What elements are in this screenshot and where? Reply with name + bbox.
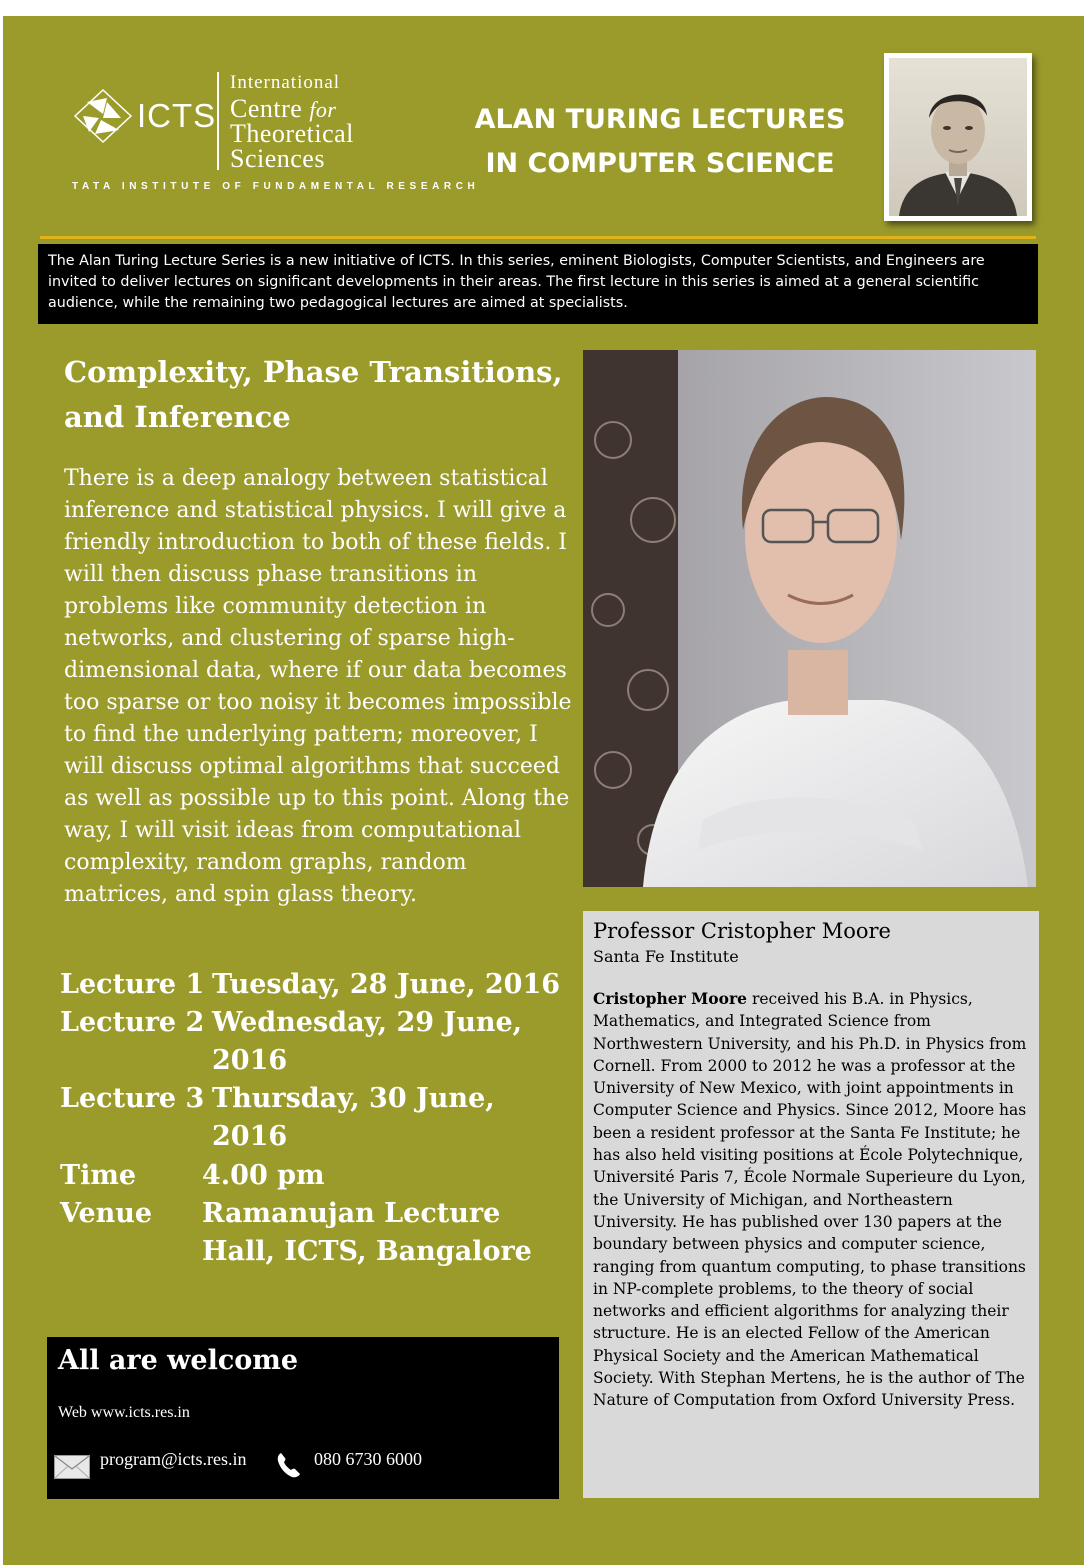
logo-divider (217, 72, 219, 170)
lecture-row (60, 1080, 567, 1156)
speaker-institute: Santa Fe Institute (593, 947, 739, 966)
talk-abstract: There is a deep analogy between statistical inference and statistical physics. I will give a friendly introduction to both of these fields. I will then discuss phase transitions in problems like community detection in networks, and clustering of sparse high-dimensional data, where if our data becomes too sparse or too noisy it becomes impossible to find the underlying pattern; moreover, I will discuss optimal algorithms that succeed as well as possible up to this point. Along the way, I will visit ideas from computational complexity, random graphs, random matrices, and spin glass theory. (64, 466, 572, 907)
affiliation-text: TATA INSTITUTE OF FUNDAMENTAL RESEARCH (72, 181, 480, 192)
logo-line-theoretical: Theoretical (230, 119, 354, 148)
venue-row (60, 1195, 572, 1271)
lecture-label: Lecture 3 (60, 1083, 205, 1114)
lecture-row (60, 1004, 567, 1080)
series-title-line1: ALAN TURING LECTURES (474, 104, 846, 135)
logistics (60, 1157, 572, 1271)
speaker-photo (583, 350, 1036, 887)
speaker-name: Professor Cristopher Moore (593, 919, 891, 943)
welcome-heading: All are welcome (58, 1345, 299, 1376)
turing-portrait-frame (884, 53, 1032, 221)
speaker-bio-panel (583, 911, 1039, 1498)
lecture-label: Lecture 1 (60, 969, 205, 1000)
logo-line-sciences: Sciences (230, 144, 325, 173)
time-row (60, 1157, 572, 1195)
logo-for-word: for (309, 97, 337, 122)
series-title-line2: IN COMPUTER SCIENCE (485, 148, 835, 179)
lecture-date: Tuesday, 28 June, 2016 (212, 969, 561, 1000)
lecture-row (60, 966, 567, 1004)
lecture-schedule (60, 966, 567, 1156)
lecture-label: Lecture 2 (60, 1007, 205, 1038)
time-value: 4.00 pm (202, 1160, 325, 1191)
contact-box (47, 1337, 559, 1499)
web-link[interactable]: Web www.icts.res.in (58, 1404, 190, 1421)
turing-portrait-image (889, 58, 1027, 216)
time-label: Time (60, 1160, 137, 1191)
talk-title: Complexity, Phase Transitions, and Inference (64, 355, 563, 434)
venue-label: Venue (60, 1198, 153, 1229)
bio-body: received his B.A. in Physics, Mathematics, and Integrated Science from Northwestern University, and his Ph.D. in Physics from Cornell. From 2000 to 2012 he was a professor at the University of New Mexico, with joint appointments in Computer Science and Physics. Since 2012, Moore has been a resident professor at the Santa Fe Institute; he has also held visiting positions at École Polytechnique, Université Paris 7, École Normale Superieure du Lyon, the University of Michigan, and Northeastern University. He has published over 130 papers at the boundary between physics and computer science, ranging from quantum computing, to phase transitions in NP-complete problems, to the theory of social networks and efficient algorithms for analyzing their structure. He is an elected Fellow of the American Physical Society and the American Mathematical Society. With Stephan Mertens, he is the author of The Nature of Computation from Oxford University Press. (593, 990, 1027, 1410)
venue-value: Ramanujan Lecture Hall, ICTS, Bangalore (202, 1198, 532, 1267)
bio-name-bold: Cristopher Moore (593, 989, 748, 1008)
gold-divider (40, 236, 1036, 239)
icts-logo-icon (73, 88, 133, 144)
email-link[interactable]: program@icts.res.in (100, 1449, 247, 1469)
logo-abbreviation: ICTS (137, 97, 217, 134)
phone-number[interactable]: 080 6730 6000 (314, 1449, 422, 1469)
logo-centre-word: Centre (230, 94, 303, 123)
series-intro: The Alan Turing Lecture Series is a new initiative of ICTS. In this series, eminent Biologists, Computer Scientists, and Engineers are invited to deliver lectures on significant developments in their areas. The first lecture in this series is aimed at a general scientific audience, while the remaining two pedagogical lectures are aimed at specialists. (38, 244, 1038, 324)
series-title (440, 98, 880, 186)
phone-icon (276, 1451, 302, 1479)
mail-icon (54, 1455, 90, 1479)
logo-line-international: International (230, 72, 341, 93)
lecture-date: Thursday, 30 June, 2016 (212, 1083, 495, 1152)
lecture-date: Wednesday, 29 June, 2016 (212, 1007, 523, 1076)
speaker-bio (593, 988, 1029, 1412)
